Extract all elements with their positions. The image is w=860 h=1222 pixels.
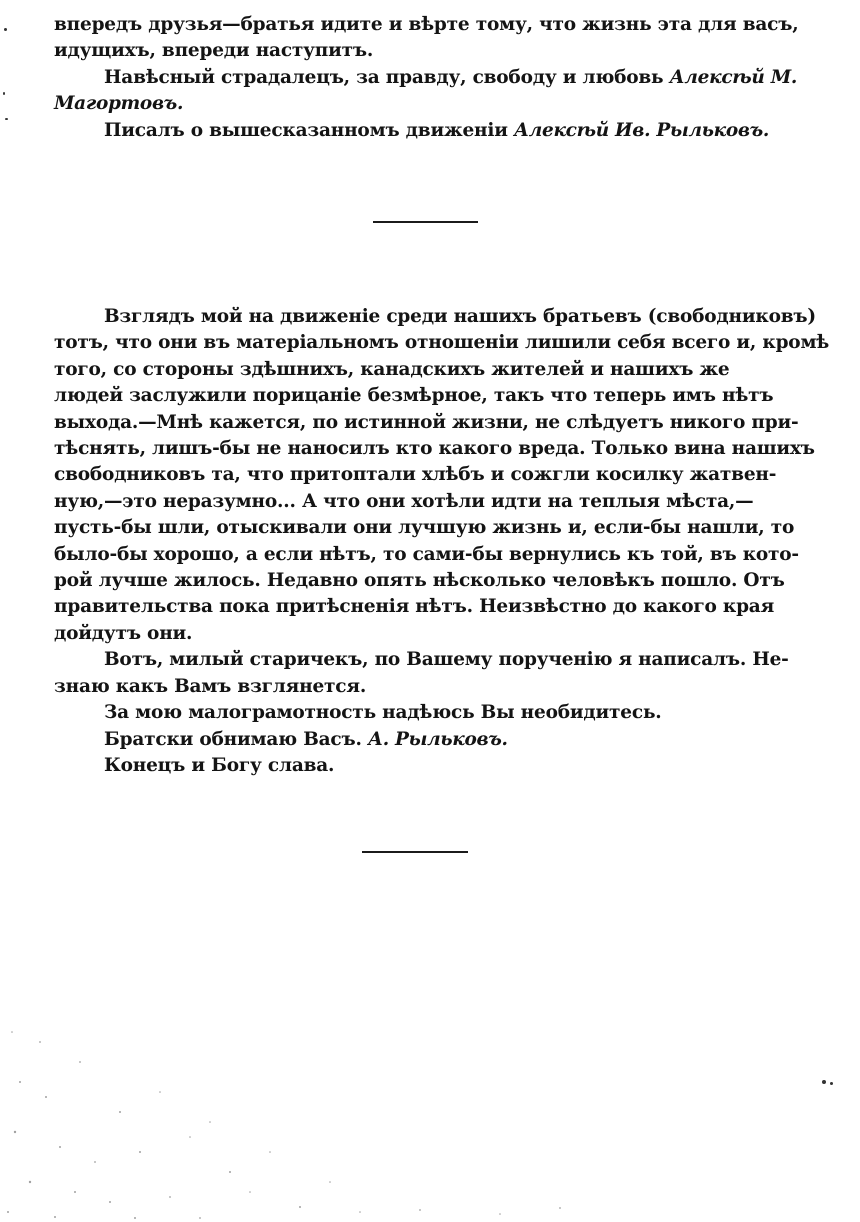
- text-line: выхода.—Мнѣ кажется, по истинной жизни, не слѣдуетъ никого при-: [54, 411, 799, 433]
- scan-speck: [822, 1080, 826, 1084]
- scan-speck: [3, 92, 5, 95]
- text-line: знаю какъ Вамъ взглянется.: [54, 675, 367, 697]
- signature-line: [54, 727, 792, 753]
- author-signature: Магортовъ.: [54, 93, 184, 115]
- scan-speck: [830, 1082, 833, 1085]
- signature-line: [54, 91, 792, 117]
- text-line: рой лучше жилось. Недавно опять нѣсколько человѣкъ пошло. Отъ: [54, 570, 785, 592]
- text-line: дойдутъ они.: [54, 622, 193, 644]
- author-signature: А. Рыльковъ.: [367, 728, 508, 750]
- scan-noise: [0, 892, 860, 1222]
- text-line: людей заслужили порицаніе безмѣрное, такъ что теперь имъ нѣтъ: [54, 385, 774, 407]
- text-line: идущихъ, впереди наступитъ.: [54, 40, 374, 62]
- signature-line: [54, 65, 798, 91]
- text-line: свободниковъ та, что притоптали хлѣбъ и сожгли косилку жатвен-: [54, 464, 777, 486]
- text-line: было-бы хорошо, а если нѣтъ, то сами-бы вернулись къ той, въ кото-: [54, 543, 799, 565]
- text-line: Конецъ и Богу слава.: [104, 754, 335, 776]
- closing-greeting: Братски обнимаю Васъ.: [104, 728, 362, 750]
- scan-speck: [4, 28, 7, 31]
- text-line: Взглядъ мой на движеніе среди нашихъ братьевъ (свободниковъ): [104, 306, 816, 327]
- signature-lead-text: Писалъ о вышесказанномъ движеніи: [104, 119, 508, 141]
- signature-lead-text: Навѣсный страдалецъ, за правду, свободу и любовь: [104, 66, 664, 88]
- signature-line: [54, 118, 792, 144]
- opening-block: [54, 12, 799, 144]
- text-line: Вотъ, милый старичекъ, по Вашему порученію я написалъ. Не-: [104, 649, 789, 671]
- section-divider: [373, 221, 478, 223]
- text-line: тѣснять, лишъ-бы не наносилъ кто какого вреда. Только вина нашихъ: [54, 438, 815, 460]
- text-line: впередъ друзья—братья идите и вѣрте тому, что жизнь эта для васъ,: [54, 14, 799, 35]
- text-line: тотъ, что они въ матеріальномъ отношеніи лишили себя всего и, кромѣ: [54, 332, 830, 354]
- text-line: пусть-бы шли, отыскивали они лучшую жизнь и, если-бы нашли, то: [54, 517, 795, 539]
- letter-body: [54, 304, 830, 779]
- section-divider: [362, 851, 468, 853]
- author-signature: Алексѣй М.: [669, 66, 798, 88]
- author-signature: Алексѣй Ив. Рыльковъ.: [513, 119, 770, 141]
- text-line: правительства пока притѣсненія нѣтъ. Неизвѣстно до какого края: [54, 596, 775, 618]
- text-line: ную,—это неразумно... А что они хотѣли идти на теплыя мѣста,—: [54, 490, 754, 512]
- text-line: того, со стороны здѣшнихъ, канадскихъ жителей и нашихъ же: [54, 358, 730, 380]
- scan-speck: [5, 118, 8, 120]
- text-line: За мою малограмотность надѣюсь Вы необидитесь.: [104, 702, 662, 724]
